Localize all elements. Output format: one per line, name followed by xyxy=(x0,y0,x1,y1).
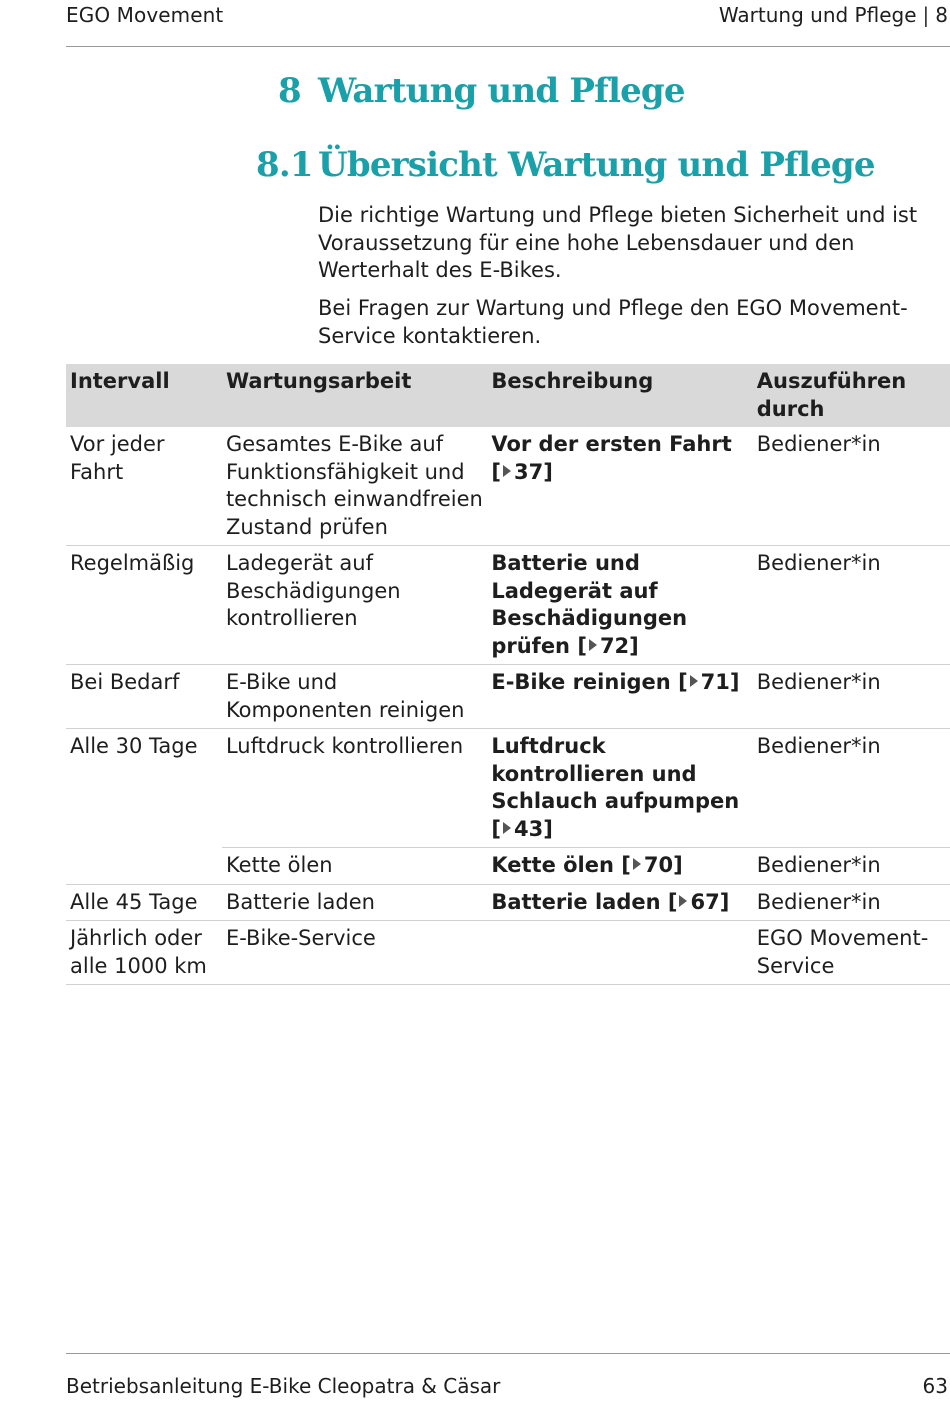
running-header-brand: EGO Movement xyxy=(66,3,224,27)
triangle-right-icon xyxy=(503,822,511,834)
cell-description xyxy=(487,884,752,921)
description-link[interactable]: Batterie laden xyxy=(491,889,661,914)
reference-page: 72 xyxy=(599,633,630,658)
reference-page: 71 xyxy=(700,670,730,694)
table-row xyxy=(66,884,950,921)
footer-rule xyxy=(66,1353,950,1354)
page-reference[interactable]: [ 71] xyxy=(678,670,740,694)
page-reference[interactable]: [ 43] xyxy=(491,816,553,841)
cell-interval: Vor jeder Fahrt xyxy=(66,427,222,546)
triangle-right-icon xyxy=(690,675,698,687)
cell-performed-by: Bediener*in xyxy=(753,427,950,546)
table-row xyxy=(66,729,950,848)
section-heading xyxy=(256,145,875,185)
cell-interval: Alle 30 Tage xyxy=(66,729,222,885)
cell-task: Ladegerät auf Beschädigungen kontrollieren xyxy=(222,546,487,665)
cell-task: Kette ölen xyxy=(222,848,487,885)
section-title: Übersicht Wartung und Pflege xyxy=(318,145,875,185)
cell-performed-by: Bediener*in xyxy=(753,884,950,921)
cell-performed-by: Bediener*in xyxy=(753,848,950,885)
page-reference[interactable]: [ 37] xyxy=(491,459,553,484)
page-reference[interactable]: [ 67] xyxy=(667,889,730,914)
footer-document-title: Betriebsanleitung E-Bike Cleopatra & Cäsar xyxy=(66,1374,501,1398)
cell-description xyxy=(487,665,752,729)
triangle-right-icon xyxy=(503,465,511,477)
footer-page-number: 63 xyxy=(922,1374,948,1398)
cell-task: Luftdruck kontrollieren xyxy=(222,729,487,848)
header-interval: Intervall xyxy=(66,364,222,427)
header-performed-by: Auszuführen durch xyxy=(753,364,950,427)
cell-task: E-Bike und Komponenten reinigen xyxy=(222,665,487,729)
cell-interval: Regelmäßig xyxy=(66,546,222,665)
reference-page: 70 xyxy=(643,853,674,877)
description-link[interactable]: Luftdruck kontrollieren und Schlauch aufpumpen xyxy=(491,734,740,813)
cell-task: Batterie laden xyxy=(222,884,487,921)
section-number: 8.1 xyxy=(256,145,313,185)
description-link[interactable]: Batterie und Ladegerät auf Beschädigungen prüfen xyxy=(491,551,688,658)
table-row xyxy=(66,546,950,665)
intro-paragraph-1: Die richtige Wartung und Pflege bieten Sicherheit und ist Voraussetzung für eine hohe Lebensdauer und den Werterhalt des E-Bikes. xyxy=(318,203,918,282)
running-header-chapter-number: 8 xyxy=(935,3,948,27)
cell-performed-by: EGO Movement-Service xyxy=(753,921,950,985)
reference-page: 37 xyxy=(513,459,544,484)
intro-paragraph-2: Bei Fragen zur Wartung und Pflege den EGO Movement-Service kontaktieren. xyxy=(318,296,908,348)
maintenance-table xyxy=(66,364,950,985)
cell-description xyxy=(487,729,752,848)
cell-task: E-Bike-Service xyxy=(222,921,487,985)
cell-performed-by: Bediener*in xyxy=(753,665,950,729)
reference-page: 43 xyxy=(513,816,544,841)
table-row xyxy=(66,427,950,546)
header-separator: | xyxy=(922,3,930,27)
cell-interval: Bei Bedarf xyxy=(66,665,222,729)
chapter-title: Wartung und Pflege xyxy=(318,71,685,111)
header-description: Beschreibung xyxy=(487,364,752,427)
cell-performed-by: Bediener*in xyxy=(753,546,950,665)
chapter-heading xyxy=(278,71,685,111)
cell-description xyxy=(487,427,752,546)
chapter-number: 8 xyxy=(278,71,301,111)
running-header-section xyxy=(719,3,948,27)
description-link[interactable]: E-Bike reinigen xyxy=(491,670,671,694)
cell-description xyxy=(487,546,752,665)
triangle-right-icon xyxy=(589,639,597,651)
cell-description xyxy=(487,848,752,885)
page-reference[interactable]: [ 72] xyxy=(577,633,639,658)
header-task: Wartungsarbeit xyxy=(222,364,487,427)
triangle-right-icon xyxy=(633,858,641,870)
triangle-right-icon xyxy=(679,895,687,907)
cell-interval: Alle 45 Tage xyxy=(66,884,222,921)
cell-interval: Jährlich oder alle 1000 km xyxy=(66,921,222,985)
running-header-section-title: Wartung und Pflege xyxy=(718,3,917,27)
table-row xyxy=(66,921,950,985)
description-link[interactable]: Vor der ersten Fahrt xyxy=(491,432,732,456)
cell-description xyxy=(487,921,752,985)
reference-page: 67 xyxy=(690,889,720,914)
table-header-row xyxy=(66,364,950,427)
table-row xyxy=(66,665,950,729)
header-rule xyxy=(66,46,950,47)
description-link[interactable]: Kette ölen xyxy=(491,853,614,877)
cell-performed-by: Bediener*in xyxy=(753,729,950,848)
page-reference[interactable]: [ 70] xyxy=(621,853,683,877)
cell-task: Gesamtes E-Bike auf Funktionsfähigkeit und technisch einwandfreien Zustand prüfen xyxy=(222,427,487,546)
